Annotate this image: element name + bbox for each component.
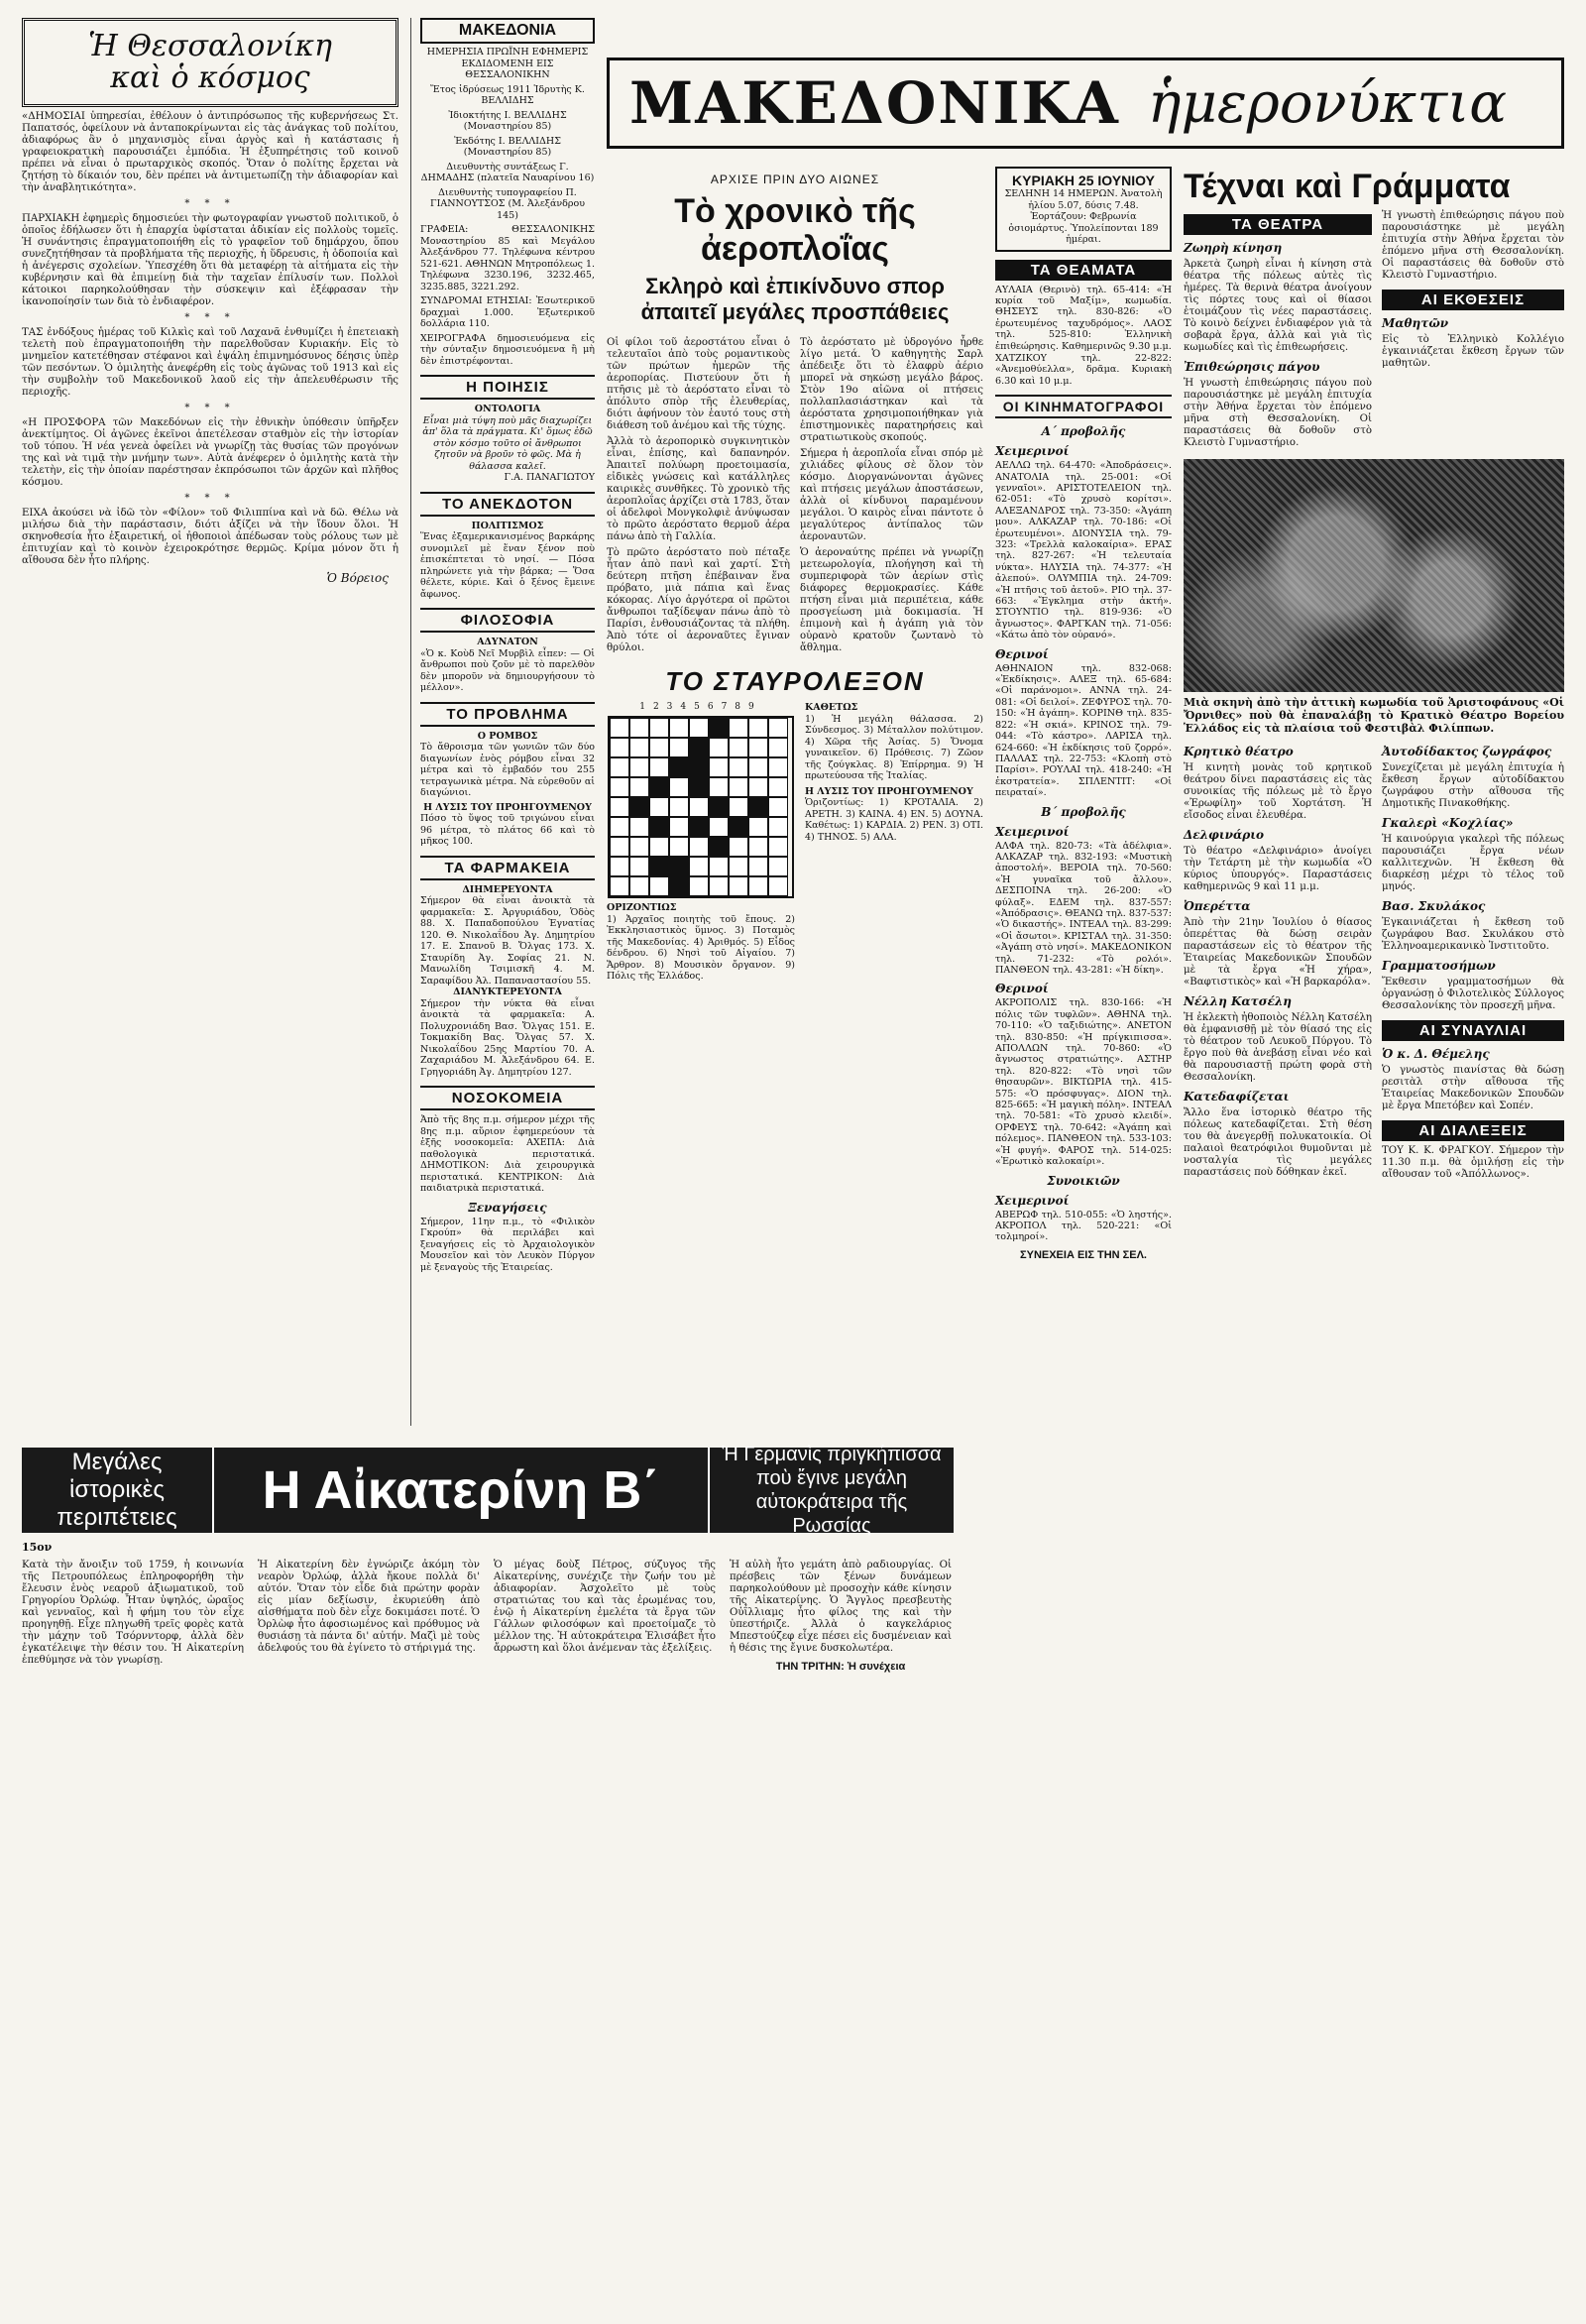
philosophy-title: ΑΔΥΝΑΤΟΝ: [477, 637, 538, 647]
crossword-cell: [729, 718, 748, 738]
crossword-cell: [689, 777, 709, 797]
banner-title: Η Αἰκατερίνη Β΄: [212, 1448, 710, 1533]
pharmacy-sub-day: ΔΙΗΜΕΡΕΥΟΝΤΑ: [462, 883, 553, 895]
philosophy-text: «Ὁ κ. Κοὺδ Νεῖ Μυρβὶλ εἶπεν: — Οἱ ἄνθρωποι ποὺ ζοῦν μὲ τὸ παρελθὸν δὲν μποροῦν νὰ δημιουργήσουν τὸ μέλλον».: [420, 647, 595, 693]
arts-col-3: [1184, 739, 1372, 1185]
anecdote-heading: ΤΟ ΑΝΕΚΔΟΤΟΝ: [420, 492, 595, 517]
problem-text: Τὸ ἄθροισμα τῶν γωνιῶν τῶν δύο διαγωνίων ἑνὸς ρόμβου εἶναι 32 μέτρα καὶ τὸ ἐμβαδόν του 255 τετραγωνικὰ μέτρα. Νὰ εὑρεθοῦν αἱ διαγώνιοι.: [420, 742, 595, 798]
crossword-cell: [729, 817, 748, 837]
poem-title: ΟΝΤΟΛΟΓΙΑ: [474, 404, 541, 414]
crossword-cell: [768, 718, 788, 738]
crossword-cell: [610, 797, 629, 817]
crossword-cell: [689, 837, 709, 857]
publisher-line: Ἐκδότης Ι. ΒΕΛΛΙΔΗΣ (Μοναστηρίου 85): [454, 135, 561, 158]
crossword-cell: [768, 797, 788, 817]
theatres-heading: ΤΑ ΘΕΑΜΑΤΑ: [995, 260, 1172, 281]
visitor-text: Σήμερον, 11ην π.μ., τὸ «Φιλικὸν Γκρούπ» θὰ περιλάβει καὶ ξεναγήσεις εἰς τὸ Ἀρχαιολογικὸν Μουσεῖον καὶ τὸν Λευκὸν Πύργον μὲ ξεναγοὺς τῆς Ἑταιρείας.: [420, 1216, 595, 1273]
article-col-2: [800, 333, 983, 658]
arts-sub-2: Ἐπιθεώρησις πάγου: [1184, 360, 1320, 374]
exhibitions-heading: ΑΙ ΕΚΘΕΣΕΙΣ: [1382, 290, 1564, 310]
crossword-cell: [669, 817, 689, 837]
crossword-cell: [709, 837, 729, 857]
crossword-cell: [669, 738, 689, 757]
winter-heading-2: Χειμερινοί: [995, 824, 1070, 839]
crossword-cell: [689, 738, 709, 757]
left-para-1: «ΔΗΜΟΣΙΑΙ ὑπηρεσίαι, ἐθέλουν ὁ ἀντιπρόσωπος τῆς κυβερνήσεως Στ. Παπατσός, ὀφείλουν νὰ ἀνταποκρίνωνται εἰς τὰς ἀνάγκας τοῦ πολίτου, ἀδιαφόρως ἂν ὁ μηχανισμὸς εἶναι ἀργὸς καὶ ἡ κατάστασις ἡ γραφειοκρατικὴ παρουσιάζει ἐμπόδια. Ἡ ἐξυπηρέτησις τοῦ κοινοῦ πρέπει νὰ εἶναι ὁ πρωταρχικὸς σκοπός. Ὅταν ὁ πολίτης ἔρχεται νὰ ζητήσῃ τὸ δίκαιόν του, δὲν πρέπει νὰ ἀντιμετωπίζῃ τὴν ἀδιαφορίαν καὶ τὴν ἀναβλητικότητα».: [22, 111, 398, 193]
crossword-cell: [729, 837, 748, 857]
stamps-text: Ἔκθεσιν γραμματοσήμων θὰ ὀργανώσῃ ὁ Φιλοτελικὸς Σύλλογος Θεσσαλονίκης τὸν προσεχῆ μῆνα.: [1382, 977, 1564, 1011]
crossword-cell: [629, 876, 649, 896]
first-run-heading: Α΄ προβολῆς: [1041, 424, 1126, 439]
founded-line: Ἔτος ἱδρύσεως 1911 Ἱδρυτὴς Κ. ΒΕΛΛΙΔΗΣ: [430, 83, 585, 106]
serial-para-4: Ἡ αὐλὴ ἦτο γεμάτη ἀπὸ ραδιουργίας. Οἱ πρέσβεις τῶν ξένων δυνάμεων παρηκολούθουν μὲ προσοχὴν κάθε κίνησιν τῆς Αἰκατερίνης. Ὁ Ἄγγλος πρεσβευτὴς Οὐΐλλιαμς ἦτο φίλος της καὶ τὴν ὑπεστήριζε. Ἀλλὰ ὁ καγκελάριος Μπεστούζεφ εἶχε πέσει εἰς δυσμένειαν καὶ ἡ θέσις της ἔγινε δυσκολωτέρα.: [730, 1560, 952, 1654]
serial-episode: 15ον: [22, 1541, 53, 1554]
crossword-cell: [610, 718, 629, 738]
crossword-cell: [669, 797, 689, 817]
crossword-cell: [768, 738, 788, 757]
crossword-cell: [729, 876, 748, 896]
arts-top-row: [1184, 206, 1564, 453]
winter-heading-1: Χειμερινοί: [995, 444, 1070, 459]
exhibit-sub-1: Ἀυτοδίδακτος ζωγράφος: [1382, 745, 1552, 758]
arts-col-2: [1382, 206, 1564, 453]
offices-line: ΓΡΑΦΕΙΑ: ΘΕΣΣΑΛΟΝΙΚΗΣ Μοναστηρίου 85 καὶ Μεγάλου Ἀλεξάνδρου 77. Τηλέφωνα κέντρου 521-621. ΑΘΗΝΩΝ Μητροπόλεως 1. Τηλέφωνα 3230.196, 3232.465, 3235.885, 3221.292.: [420, 224, 596, 292]
article-para-4: Τὸ ἀερόστατο μὲ ὑδρογόνο ἦρθε λίγο μετά. Ὁ καθηγητὴς Σαρλ ἀπέδειξε ὅτι τὸ ἐλαφρὺ ἀέριο μπορεῖ νὰ σηκώσῃ μεγάλο βάρος. Στὸν 19ο αἰῶνα οἱ πτήσεις πολλαπλασιάστηκαν καὶ τὰ ἀερόστατα χρησιμοποιήθηκαν γιὰ ἐπιστημονικὲς παρατηρήσεις καὶ στρατιωτικοὺς σκοπούς.: [800, 337, 983, 443]
poetry-heading: Η ΠΟΙΗΣΙΣ: [420, 375, 595, 400]
crossword-cell: [709, 817, 729, 837]
column-rule: [410, 18, 411, 1426]
crossword-cell: [689, 757, 709, 777]
poem-text: Εἶναι μιὰ τύψη ποὺ μᾶς διαχωρίζει ἀπ' ὅλα τὰ πράγματα. Κι' ὅμως ἐδῶ στὸν κόσμο τοῦτο οἱ ἄνθρωποι ζητοῦν νὰ βροῦν τὸ φῶς. Μὰ ἡ θάλασσα καλεῖ.: [422, 414, 593, 472]
crossword-cell: [689, 718, 709, 738]
arts-text-6: Ἀπὸ τὴν 21ην Ἰουλίου ὁ θίασος ὀπερέττας θὰ δώσῃ σειρὰν παραστάσεων εἰς τὸ θέατρον τῆς Ἑταιρείας Μακεδονικῶν Σπουδῶν μὲ τὰ ἔργα «Ἡ χήρα», «Βαφτιστικὸς» καὶ «Ἡ βαρκαρόλα».: [1184, 917, 1372, 988]
crossword-cell: [709, 876, 729, 896]
masthead-title: ΜΑΚΕΔΟΝΙΚΑ: [629, 69, 1120, 137]
summer-heading-1: Θερινοί: [995, 646, 1049, 661]
crossword-column-numbers: 123456789: [639, 702, 762, 712]
theatre-column: [995, 167, 1172, 1261]
anecdote-text: Ἕνας ἐξαμερικανισμένος βαρκάρης συνομιλεῖ μὲ ἕναν ξένον ποὺ ἐπισκέπτεται τὸ νησί. — Πόσα πληρώνετε γιὰ τὴν βάρκα; — Ὅσα θέλετε, κύριε. Καὶ ὁ ξένος ἔμεινε ἄφωνος.: [420, 531, 595, 600]
crossword-section: [607, 668, 983, 983]
serial-para-2: Ἡ Αἰκατερίνη δὲν ἐγνώριζε ἀκόμη τὸν νεαρὸν Ὀρλώφ, ἀλλὰ ἤκουε πολλὰ δι' αὐτόν. Ὅταν τὸν εἶδε διὰ πρώτην φορὰν εἰς μίαν δεξίωσιν, ἐκυριεύθη ἀπὸ αἰσθήματα ποὺ δὲν εἶχε δοκιμάσει ποτέ. Ὁ Ὀρλὼφ ἦτο ἀφοσιωμένος καὶ πρόθυμος νὰ θυσιάσῃ τὰ πάντα δι' αὐτήν. Μαζὶ μὲ τοὺς ἀδελφούς του θὰ ἐγίνετο τὸ στήριγμά της.: [258, 1560, 480, 1654]
crossword-cell: [610, 757, 629, 777]
poem-author: Γ.Α. ΠΑΝΑΓΙΩΤΟΥ: [504, 472, 595, 483]
arts-text-1b: Ἡ γνωστὴ ἐπιθεώρησις πάγου ποὺ παρουσιάστηκε μὲ μεγάλη ἐπιτυχία στὴν Ἀθήνα ἔρχεται τὸν ἑπόμενο μῆνα στὴ Θεσσαλονίκη. Οἱ παραστάσεις θὰ δοθοῦν στὸ Κλειστὸ Γυμναστήριο.: [1382, 210, 1564, 281]
crossword-cell: [709, 738, 729, 757]
date-box: [995, 167, 1172, 252]
hospital-text: Ἀπὸ τῆς 8ης π.μ. σήμερον μέχρι τῆς 8ης π.μ. αὔριον ἐφημερεύουν τὰ ἑξῆς νοσοκομεῖα: ΑΧΕΠΑ: Διὰ παθολογικὰ περιστατικά. ΔΗΜΟΤΙΚΟΝ: Διὰ χειρουργικὰ περιστατικά. ΚΕΝΤΡΙΚΟΝ: Διὰ παιδιατρικὰ περιστατικά.: [420, 1114, 595, 1194]
banner-left-text: Μεγάλες ἱστορικὲς περιπέτειες: [57, 1449, 177, 1531]
crossword-cell: [610, 857, 629, 876]
crossword-cell: [610, 817, 629, 837]
summer-heading-2: Θερινοί: [995, 982, 1049, 996]
crossword-cell: [669, 876, 689, 896]
crossword-cell: [729, 777, 748, 797]
continued-note: ΣΥΝΕΧΕΙΑ ΕΙΣ ΤΗΝ ΣΕΛ.: [1020, 1248, 1147, 1261]
crossword-cell: [709, 797, 729, 817]
article-col-1: [607, 333, 790, 658]
concerts-text: Ὁ γνωστὸς πιανίστας θὰ δώσῃ ρεσιτὰλ στὴν αἴθουσα τῆς Ἑταιρείας Μακεδονικῶν Σπουδῶν μὲ ἔργα Μπετόβεν καὶ Σοπέν.: [1382, 1065, 1564, 1111]
crossword-cell: [689, 876, 709, 896]
crossword-cell: [610, 777, 629, 797]
left-column: [22, 18, 398, 589]
date-info: ΣΕΛΗΝΗ 14 ΗΜΕΡΩΝ. Ἀνατολὴ ἡλίου 5.07, δύσις 7.48. Ἑορτάζουν: Φεβρωνία ὁσιομάρτυς. Ὑπολείπονται 189 ἡμέραι.: [1004, 188, 1163, 245]
crossword-cell: [629, 857, 649, 876]
serial-story: [22, 1541, 954, 1673]
arts-column: [1184, 167, 1564, 1185]
crossword-cell: [649, 817, 669, 837]
cinema-list-3: ΑΛΦΑ τηλ. 820-73: «Τὰ ἀδέλφια». ΑΛΚΑΖΑΡ τηλ. 832-193: «Μυστικὴ ἀποστολή». ΒΕΡΟΙΑ τηλ. 70-560: «Ἡ γυναῖκα τοῦ ἄλλου». ΔΕΣΠΟΙΝΑ τηλ. 26-200: «Ὁ φύλαξ». ΕΔΕΜ τηλ. 837-557: «Ἀπόδρασις». ΘΕΑΝΩ τηλ. 837-537: «Ὁ δικαστής». ΙΝΤΕΑΛ τηλ. 83-299: «Οἱ ἄσωτοι». ΚΡΙΣΤΑΛ τηλ. 31-350: «Ἀγάπη στὸ νησί». ΜΑΚΕΔΟΝΙΚΟΝ τηλ. 71-232: «Τὸ ρολόι». ΠΑΝΘΕΟΝ τηλ. 43-281: «Ἡ δίκη».: [995, 840, 1172, 976]
crossword-cell: [709, 857, 729, 876]
lectures-heading: ΑΙ ΔΙΑΛΕΞΕΙΣ: [1382, 1120, 1564, 1141]
across-heading: ΟΡΙΖΟΝΤΙΩΣ: [607, 902, 677, 913]
crossword-cell: [649, 777, 669, 797]
article-para-2: Ἀλλὰ τὸ ἀεροπορικὸ συγκινητικὸν εἶναι, ἐπίσης, καὶ δαπανηρόν. Ἀπαιτεῖ πολύωρη προετοιμασία, εἰδικὲς γνώσεις καὶ κατάλληλες καιρικὲς συνθῆκες. Τὸ χρονικὸ τῆς ἀεροπλοΐας ἀρχίζει στὰ 1783, ὅταν οἱ ἀδελφοὶ Μονγκολφιὲ ἀνύψωσαν τὸ πρῶτο ἀερόστατο θερμοῦ ἀέρα πάνω ἀπὸ τὴ Γαλλία.: [607, 436, 790, 542]
crossword-cell: [629, 817, 649, 837]
theatres-list: ΑΥΛΑΙΑ (Θερινὸ) τηλ. 65-414: «Ἡ κυρία τοῦ Μαξίμ», κωμωδία. ΘΗΣΕΥΣ τηλ. 830-826: «Ὁ ἐρωτευμένος ταχυδρόμος». ΛΑΟΣ τηλ. 525-810: Ἑλληνικὴ ἐπιθεώρησις. Καθημερινῶς 9.30 μ.μ.: [995, 284, 1172, 352]
pharmacy-list-night: Σήμερον τὴν νύκτα θὰ εἶναι ἀνοικτὰ τὰ φαρμακεῖα: Α. Πολυχρονιάδη Βασ. Ὄλγας 151. Ε. Τοκμακίδη Βας. Ὄλγας 57. Χ. Νικολαΐδου 25ης Μαρτίου 70. Α. Ζαχαριάδου Μ. Ἀλεξάνδρου 64. Ε. Γρηγοριάδη Ἀγ. Δημητρίου 127.: [420, 997, 595, 1078]
crossword-cell: [709, 777, 729, 797]
arts-col-4: [1382, 739, 1564, 1185]
crossword-cell: [709, 718, 729, 738]
left-para-2: ΠΑΡΧΙΑΚΗ ἐφημερὶς δημοσιεύει τὴν φωτογραφίαν γνωστοῦ πολιτικοῦ, ὁ ὁποῖος ἐδήλωσεν ὅτι ἡ ἐπαρχία ὑφίσταται ἀδικίαν εἰς πολλοὺς τομεῖς. Ἡ συνάντησις ἐπραγματοποιήθη εἰς τὸ γραφεῖον τοῦ δημάρχου, ὅπου συνεζητήθησαν τὰ προβλήματα τῆς περιοχῆς, ἡ ὕδρευσις, ἡ ὁδοποιία καὶ ἡ ἀνέγερσις σχολείων. Ὑπεσχέθη ὅτι θὰ μεταφέρῃ τὰ αἰτήματα εἰς τὴν κυβέρνησιν καὶ θὰ ἐπιμείνῃ διὰ τὴν ταχεῖαν ἐπίλυσίν των. Πολλοὶ κάτοικοι παρηκολούθησαν τὴν σύσκεψιν καὶ ἐξέφρασαν τὴν ἱκανοποίησίν των διὰ τὸ ἐνδιαφέρον.: [22, 213, 398, 307]
arts-sub-5: Δελφινάριο: [1184, 828, 1265, 842]
crossword-cell: [629, 738, 649, 757]
crossword-cell: [689, 857, 709, 876]
prev-solution-text: Ὁριζοντίως: 1) ΚΡΟΤΑΛΙΑ. 2) ΑΡΕΤΗ. 3) ΚΑΙΝΑ. 4) ΕΝ. 5) ΔΟΥΝΑ. Καθέτως: 1) ΚΑΡΔΙΑ. 2) ΡΕΝ. 3) ΟΤΙ. 4) ΤΗΝΟΣ. 5) ΑΛΑ.: [805, 797, 983, 843]
crossword-grid: [608, 716, 794, 898]
mini-masthead: ΜΑΚΕΔΟΝΙΑ: [420, 18, 595, 44]
down-heading: ΚΑΘΕΤΩΣ: [805, 702, 858, 713]
article-para-5: Σήμερα ἡ ἀεροπλοΐα εἶναι σπόρ μὲ χιλιάδες φίλους σὲ ὅλον τὸν κόσμο. Διοργανώνονται ἀγῶνες καὶ πτήσεις μεγάλων ἀποστάσεων, ἀλλὰ οἱ κίνδυνοι παραμένουν μεγάλοι. Ὁ καιρὸς εἶναι πάντοτε ὁ μεγαλύτερος ἀντίπαλος τῶν ἀεροναυτῶν.: [800, 448, 983, 542]
crossword-cell: [748, 718, 768, 738]
crossword-cell: [669, 757, 689, 777]
main-article: [607, 167, 983, 983]
crossword-cell: [629, 837, 649, 857]
crossword-cell: [748, 857, 768, 876]
crossword-cell: [768, 777, 788, 797]
column-title-box: [22, 18, 398, 107]
crossword-cell: [729, 797, 748, 817]
crossword-cell: [729, 738, 748, 757]
arts-col-1: [1184, 206, 1372, 453]
philosophy-heading: ΦΙΛΟΣΟΦΙΑ: [420, 608, 595, 633]
concerts-heading: ΑΙ ΣΥΝΑΥΛΙΑΙ: [1382, 1020, 1564, 1041]
article-subhead: Σκληρὸ καὶ ἐπικίνδυνο σπορ ἀπαιτεῖ μεγάλες προσπάθειες: [640, 274, 950, 324]
crossword-cell: [768, 876, 788, 896]
serial-col-4: [730, 1556, 952, 1673]
masthead-subtitle: ἡμερονύκτια: [1147, 70, 1508, 136]
second-run-heading: Β΄ προβολῆς: [1041, 804, 1126, 819]
winter-heading-3: Χειμερινοί: [995, 1193, 1070, 1208]
arts-text-7: Ἡ ἐκλεκτὴ ἠθοποιὸς Νέλλη Κατσέλη θὰ ἐμφανισθῇ μὲ τὸν θίασό της εἰς τὸ θέατρον τοῦ Λευκοῦ Πύργου. Τὸ ἔργο ποὺ θὰ ἀνεβάσῃ εἶναι νέο καὶ θὰ παρουσιαστῇ πρώτη φορὰ στὴ Θεσσαλονίκη.: [1184, 1012, 1372, 1083]
subscription-line: ΣΥΝΔΡΟΜΑΙ ΕΤΗΣΙΑΙ: Ἐσωτερικοῦ δραχμαὶ 1.000. Ἐξωτερικοῦ δολλάρια 110.: [420, 295, 595, 329]
crossword-right: [805, 702, 983, 983]
down-clues: 1) Ἡ μεγάλη θάλασσα. 2) Σύνδεσμος. 3) Μέταλλον πολύτιμον. 4) Χῶρα τῆς Ἀσίας. 5) Ὄνομα γυναικεῖον. 6) Πρόθεσις. 7) Ζῶον τῆς ζούγκλας. 8) Ἐπίρρημα. 9) Ἡ πρωτεύουσα τῆς Ἰταλίας.: [805, 713, 983, 781]
crossword-cell: [669, 718, 689, 738]
crossword-cell: [729, 757, 748, 777]
visitor-heading: Ξεναγήσεις: [468, 1200, 547, 1215]
crossword-cell: [689, 797, 709, 817]
exhibit-text-1: Συνεχίζεται μὲ μεγάλη ἐπιτυχία ἡ ἔκθεση ἔργων αὐτοδίδακτου ζωγράφου στὴν αἴθουσα τῆς Δημοτικῆς Πινακοθήκης.: [1382, 762, 1564, 809]
solution-heading: Η ΛΥΣΙΣ ΤΟΥ ΠΡΟΗΓΟΥΜΕΝΟΥ: [423, 801, 592, 813]
lectures-text: ΤΟΥ Κ. Κ. ΦΡΑΓΚΟΥ. Σήμερον τὴν 11.30 π.μ. θὰ ὁμιλήσῃ εἰς τὴν αἴθουσαν τοῦ «Ἀπόλλωνος».: [1382, 1145, 1564, 1180]
pharmacy-heading: ΤΑ ΦΑΡΜΑΚΕΙΑ: [420, 856, 595, 880]
banner-right-text: Ἡ Γερμανὶς πριγκήπισσα ποὺ ἔγινε μεγάλη αὐτοκράτειρα τῆς Ρωσσίας: [722, 1444, 942, 1537]
crossword-cell: [748, 876, 768, 896]
crossword-left: [607, 702, 795, 983]
concerts-sub: Ὁ κ. Δ. Θέμελης: [1382, 1047, 1490, 1061]
article-para-1: Οἱ φίλοι τοῦ ἀεροστάτου εἶναι ὁ τελευταῖοι ἀπὸ τοὺς ρομαντικοὺς τῶν πρώτων ἡμερῶν τῆς ἀεροπορίας. Πιστεύουν ὅτι ἡ πτῆσις μὲ τὸ ἀερόστατο εἶναι τὸ ἀπόλυτο σπὸρ τῆς ἐλευθερίας, διότι ἀφήνουν τὸν ἑαυτό τους στὴ διάθεση τοῦ ἀνέμου καὶ τῆς τύχης.: [607, 337, 790, 431]
article-kicker: ΑΡΧΙΣΕ ΠΡΙΝ ΔΥΟ ΑΙΩΝΕΣ: [710, 173, 880, 186]
article-headline: Τὸ χρονικὸ τῆς ἀεροπλοΐας: [674, 192, 916, 268]
cinema-list-1: ΑΕΛΛΩ τηλ. 64-470: «Ἀποδράσεις». ΑΝΑΤΟΛΙΑ τηλ. 25-001: «Οἱ γενναῖοι». ΑΡΙΣΤΟΤΕΛΕΙΟΝ τηλ. 62-051: «Τὸ χρυσὸ κορίτσι». ΑΛΕΞΑΝΔΡΟΣ τηλ. 73-350: «Ἀγάπη μου». ΑΛΚΑΖΑΡ τηλ. 70-186: «Οἱ ἐρωτευμένοι». ΔΙΟΝΥΣΙΑ τηλ. 79-323: «Τρελλὰ καλοκαίρια». ΕΡΑΣ τηλ. 827-267: «Ἡ τελευταία νύκτα». ΗΛΥΣΙΑ τηλ. 74-377: «Ἡ ἀλεπού». ΟΛΥΜΠΙΑ τηλ. 24-709: «Ἡ πτῆσις τοῦ ἀετοῦ». ΡΙΟ τηλ. 37-663: «Ἔγκλημα στὴν ἀκτή». ΣΤΟΥΝΤΙΟ τηλ. 819-936: «Ὁ ἄγνωστος». ΦΑΡΓΚΑΝ τηλ. 71-056: «Κάτω ἀπὸ τὸν οὐρανό».: [995, 460, 1172, 641]
crossword-cell: [729, 857, 748, 876]
exhibit-sub-2: Γκαλερὶ «Κοχλίας»: [1382, 816, 1514, 830]
across-clues: 1) Ἀρχαῖος ποιητὴς τοῦ ἔπους. 2) Ἐκκλησιαστικὸς ὕμνος. 3) Ποταμὸς τῆς Μακεδονίας. 4) Ἀριθμός. 5) Εἶδος δένδρου. 6) Νησὶ τοῦ Αἰγαίου. 7) Ἄρθρον. 8) Μουσικὸν ὄργανον. 9) Πόλις τῆς Ἑλλάδος.: [607, 913, 795, 982]
crossword-cell: [629, 757, 649, 777]
exhibit-text-students: Εἰς τὸ Ἑλληνικὸ Κολλέγιο ἐγκαινιάζεται ἔκθεση ἔργων τῶν μαθητῶν.: [1382, 334, 1564, 369]
crossword-cell: [689, 817, 709, 837]
director-line: Διευθυντὴς συντάξεως Γ. ΔΗΜΑΔΗΣ (πλατεῖα Ναυαρίνου 16): [420, 161, 595, 183]
hospital-heading: ΝΟΣΟΚΟΜΕΙΑ: [420, 1086, 595, 1110]
serial-para-1: Κατὰ τὴν ἄνοιξιν τοῦ 1759, ἡ κοινωνία τῆς Πετρουπόλεως ἐπληροφορήθη τὴν ἔλευσιν ἑνὸς νεαροῦ ἀξιωματικοῦ, τοῦ Γρηγορίου Ὀρλώφ. Ἦταν ὑψηλός, ὡραῖος καὶ γενναῖος, καὶ ἡ φήμη του τὸν εἶχε προηγηθῇ. Εἶχε πληγωθῆ τρεῖς φορὲς κατὰ τὴν μάχην τοῦ Τσόρνντορφ, ἀλλὰ δὲν ἐγκατέλειψε τὴν θέσιν του. Ἡ Αἰκατερίνη ἐπεθύμησε νὰ τὸν γνωρίσῃ.: [22, 1560, 244, 1666]
serial-continued: ΤΗΝ ΤΡΙΤΗΝ: Ἡ συνέχεια: [775, 1661, 906, 1673]
crossword-cell: [610, 738, 629, 757]
date-heading: ΚΥΡΙΑΚΗ 25 ΙΟΥΝΙΟΥ: [1012, 173, 1155, 188]
crossword-cell: [649, 857, 669, 876]
crossword-cell: [669, 777, 689, 797]
arts-sub-1: Ζωηρὴ κίνηση: [1184, 241, 1283, 255]
crossword-cell: [649, 797, 669, 817]
exhibit-sub-students: Μαθητῶν: [1382, 316, 1449, 330]
crossword-cell: [768, 757, 788, 777]
article-columns: [607, 333, 983, 658]
crossword-body: [607, 702, 983, 983]
crossword-cell: [629, 797, 649, 817]
column-signature: Ὁ Βόρειος: [326, 571, 389, 585]
column-title-line2: καὶ ὁ κόσμος: [110, 60, 310, 95]
serial-para-3: Ὁ μέγας δοὺξ Πέτρος, σύζυγος τῆς Αἰκατερίνης, συνέχιζε τὴν ζωήν του μὲ ἀδιαφορίαν. Ἀσχολεῖτο μὲ τοὺς στρατιώτας του καὶ τὰς ἐρωμένας του, ἐνῷ ἡ Αἰκατερίνη ἐμελέτα τὰ ἔργα τῶν Γάλλων φιλοσόφων καὶ προετοίμαζε τὸ μέλλον της. Ἡ αὐτοκράτειρα Ἐλισάβετ ἦτο ἄρρωστη καὶ ὅλοι ἀνέμεναν τὰς ἐξελίξεις.: [494, 1560, 716, 1654]
exhibit-text-3: Ἐγκαινιάζεται ἡ ἔκθεση τοῦ ζωγράφου Βασ. Σκυλάκου στὸ Ἑλληνοαμερικανικὸ Ἰνστιτοῦτο.: [1382, 917, 1564, 952]
crossword-cell: [748, 738, 768, 757]
crossword-cell: [610, 876, 629, 896]
crossword-cell: [629, 777, 649, 797]
crossword-cell: [768, 817, 788, 837]
separator-stars: * * *: [184, 198, 236, 209]
stamps-sub: Γραμματοσήμων: [1382, 959, 1496, 973]
arts-theatre-heading: ΤΑ ΘΕΑΤΡΑ: [1184, 214, 1372, 235]
arts-sub-4: Κρητικὸ θέατρο: [1184, 745, 1294, 758]
arts-text-8: Ἄλλο ἕνα ἱστορικὸ θέατρο τῆς πόλεως κατεδαφίζεται. Στὴ θέση του θὰ ἀνεγερθῇ πολυκατοικία. Οἱ παλαιοὶ θεατρόφιλοι θυμοῦνται μὲ νοσταλγία τὶς μεγάλες παραστάσεις ποὺ δόθηκαν ἐκεῖ.: [1184, 1107, 1372, 1178]
cinema-list-2: ΑΘΗΝΑΙΟΝ τηλ. 832-068: «Ἐκδίκησις». ΑΛΕΞ τηλ. 65-684: «Οἱ παράνομοι». ΑΝΝΑ τηλ. 24-081: «Οἱ δειλοί». ΖΕΦΥΡΟΣ τηλ. 70-150: «Ἡ ἀγάπη». ΚΟΡΙΝΘ τηλ. 835-822: «Ἡ σκιά». ΚΡΙΝΟΣ τηλ. 79-044: «Τὸ κάστρο». ΛΑΡΙΣΑ τηλ. 624-660: «Ἡ ἐκδίκησις τοῦ ζορρό». ΠΑΛΛΑΣ τηλ. 22-753: «Κλοπὴ στὸ Παρίσι». ΡΟΥΛΑΙ τηλ. 418-240: «Ἡ ἐκστρατεία». ΣΠΛΕΝΤΙΤ: «Οἱ πειραταί».: [995, 662, 1172, 799]
crossword-cell: [748, 837, 768, 857]
crossword-title: ΤΟ ΣΤΑΥΡΟΛΕΞΟΝ: [665, 666, 925, 696]
cinema-list-4: ΑΚΡΟΠΟΛΙΣ τηλ. 830-166: «Ἡ πόλις τῶν τυφλῶν». ΑΘΗΝΑ τηλ. 70-110: «Ὁ ταξιδιώτης». ΑΝΕΤΟΝ τηλ. 830-850: «Ἡ πρίγκιπισσα». ΑΠΟΛΛΩΝ τηλ. 70-860: «Ὁ ἄγνωστος στρατιώτης». ΑΣΤΗΡ τηλ. 820-822: «Τὸ νησὶ τῶν θησαυρῶν». ΒΙΚΤΩΡΙΑ τηλ. 415-575: «Ὁ πρόσφυγας». ΔΙΟΝ τηλ. 825-665: «Ἡ μαγικὴ πόλη». ΙΝΤΕΑΛ τηλ. 70-581: «Τὸ χρυσὸ κλειδί». ΟΡΦΕΥΣ τηλ. 70-642: «Ἀγάπη καὶ πόλεμος». ΠΑΝΘΕΟΝ τηλ. 533-103: «Ἡ φυγή». ΦΑΡΟΣ τηλ. 514-025: «Ἐρωτικὸ καλοκαίρι».: [995, 997, 1172, 1168]
theatre-photo: [1184, 459, 1564, 692]
problem-heading: ΤΟ ΠΡΟΒΛΗΜΑ: [420, 702, 595, 727]
arts-text-5: Τὸ θέατρο «Δελφινάριο» ἀνοίγει τὴν Τετάρτη μὲ τὴν κωμωδία «Ὁ κύριος ὑπουργός». Παραστάσεις καθημερινῶς 9 καὶ 11 μ.μ.: [1184, 846, 1372, 892]
anecdote-title: ΠΟΛΙΤΙΣΜΟΣ: [471, 520, 544, 531]
exhibit-text-2: Ἡ καινούργια γκαλερὶ τῆς πόλεως παρουσιάζει ἔργα νέων καλλιτεχνῶν. Ἡ ἔκθεση θὰ διαρκέσῃ μέχρι τὸ τέλος τοῦ μηνός.: [1382, 834, 1564, 892]
crossword-cell: [669, 837, 689, 857]
crossword-cell: [669, 857, 689, 876]
serial-columns: [22, 1556, 954, 1673]
newspaper-page: [22, 18, 1564, 2298]
manuscripts-line: ΧΕΙΡΟΓΡΑΦΑ δημοσιευόμενα εἰς τὴν σύνταξιν δημοσιευόμενα ἢ μὴ δὲν ἐπιστρέφονται.: [420, 332, 595, 367]
exhibit-sub-3: Βασ. Σκυλάκος: [1382, 899, 1486, 913]
crossword-cell: [748, 757, 768, 777]
arts-sub-8: Κατεδαφίζεται: [1184, 1090, 1290, 1104]
crossword-cell: [748, 777, 768, 797]
solution-text: Πόσο τὸ ὕψος τοῦ τριγώνου εἶναι 96 μέτρα, τὸ πλάτος 66 καὶ τὸ μῆκος 100.: [420, 813, 595, 847]
separator-stars: * * *: [184, 493, 236, 504]
crossword-cell: [748, 797, 768, 817]
paper-subtitle: ΗΜΕΡΗΣΙΑ ΠΡΩΪΝΗ ΕΦΗΜΕΡΙΣ ΕΚΔΙΔΟΜΕΝΗ ΕΙΣ ΘΕΣΣΑΛΟΝΙΚΗΝ: [426, 47, 589, 80]
owner-line: Ἰδιοκτήτης Ι. ΒΕΛΛΙΔΗΣ (Μοναστηρίου 85): [448, 109, 567, 132]
crossword-cell: [649, 757, 669, 777]
section-masthead: [607, 58, 1564, 149]
crossword-cell: [768, 837, 788, 857]
arts-text-1: Ἀρκετὰ ζωηρὴ εἶναι ἡ κίνηση στὰ θέατρα τῆς πόλεως αὐτὲς τὶς ἡμέρες. Τὰ θερινὰ θέατρα ἀνοίγουν τὶς πόρτες τους καὶ οἱ θίασοι ἑτοιμάζουν τὶς νέες παραστάσεις. Τὸ κοινὸ δείχνει ἐνδιαφέρον γιὰ τὰ σοβαρὰ ἔργα, ἀλλὰ καὶ γιὰ τὶς κωμωδίες καὶ τὶς ἐπιθεωρήσεις.: [1184, 259, 1372, 353]
pharmacy-list-day: Σήμερον θὰ εἶναι ἀνοικτὰ τὰ φαρμακεῖα: Σ. Ἀργυριάδου, Ὁδὸς 88. Χ. Παπαδοπούλου Ἐγνατίας 120. Θ. Νικολαΐδου Ἀγ. Δημητρίου 17. Ε. Σπανοῦ Β. Ὄλγας 173. Χ. Σταυρίδη Ἀγ. Σοφίας 21. Ν. Μανωλίδη Τσιμισκῆ 4. Μ. Σαραφίδου Ἀλ. Παπαναστασίου 55.: [420, 895, 595, 987]
tours-list: ΧΑΤΖΙΚΟΥ τηλ. 22-822: «Ἀνεμοθύελλα», δρᾶμα. Κυριακὴ 6.30 καὶ 10 μ.μ.: [995, 352, 1172, 387]
arts-text-2: Ἡ γνωστὴ ἐπιθεώρησις πάγου ποὺ παρουσιάστηκε μὲ μεγάλη ἐπιτυχία στὴν Ἀθήνα ἔρχεται τὸν ἑπόμενο μῆνα στὴ Θεσσαλονίκη. Οἱ παραστάσεις θὰ δοθοῦν στὸ Κλειστὸ Γυμναστήριο.: [1184, 378, 1372, 448]
left-para-4: «Η ΠΡΟΣΦΟΡΑ τῶν Μακεδόνων εἰς τὴν ἐθνικὴν ὑπόθεσιν ὑπῆρξεν ἀνεκτίμητος. Οἱ ἀγῶνες ἐκεῖνοι ἀπετέλεσαν σταθμὸν εἰς τὴν ἱστορίαν τοῦ τόπου. Ἡ νέα γενεὰ ὀφείλει νὰ γνωρίζῃ τὰς θυσίας τῶν προγόνων της καὶ νὰ τιμᾷ τὴν μνήμην των». Αὐτὰ ἀνέφερεν ὁ ὁμιλητὴς κατὰ τὴν τελετὴν, εἰς τὴν ὁποίαν παρέστησαν ἐκπρόσωποι τῶν ἀρχῶν καὶ πλῆθος κόσμου.: [22, 417, 398, 488]
crossword-cell: [649, 837, 669, 857]
arts-text-4: Ἡ κινητὴ μονὰς τοῦ κρητικοῦ θεάτρου δίνει παραστάσεις εἰς τὰς συνοικίας τῆς πόλεως μὲ τὸ ἔργο «Ἐρωφίλη» τοῦ Χορτάτση. Ἡ εἴσοδος εἶναι ἐλευθέρα.: [1184, 762, 1372, 821]
printer-line: Διευθυντὴς τυπογραφείου Π. ΓΙΑΝΝΟΥΤΣΟΣ (Μ. Ἀλεξάνδρου 145): [430, 186, 585, 221]
pharmacy-sub-night: ΔΙΑΝΥΚΤΕΡΕΥΟΝΤΑ: [453, 987, 562, 997]
separator-stars: * * *: [184, 312, 236, 323]
crossword-cell: [748, 817, 768, 837]
separator-stars: * * *: [184, 403, 236, 413]
photo-caption: Μιὰ σκηνὴ ἀπὸ τὴν ἀττικὴ κωμωδία τοῦ Ἀριστοφάνους «Οἱ Ὄρνιθες» ποὺ θὰ ἐπαναλάβῃ τὸ Κρατικὸ Θέατρο Βορείου Ἑλλάδος εἰς τὰ πλαίσια τοῦ Φεστιβὰλ Φιλίππων.: [1184, 696, 1564, 735]
arts-sub-6: Ὀπερέττα: [1184, 899, 1251, 913]
crossword-cell: [649, 738, 669, 757]
left-para-3: ΤΑΣ ἐνδόξους ἡμέρας τοῦ Κιλκὶς καὶ τοῦ Λαχανᾶ ἐνθυμίζει ἡ ἐπετειακὴ τελετὴ ποὺ ἐπραγματοποιήθη τὴν παρελθοῦσαν Κυριακήν. Εἰς τὸ μνημεῖον κατετέθησαν στέφανοι καὶ ἐψάλη ἐπιμνημόσυνος δέησις ὑπὲρ τῶν πεσόντων. Ὁ ὁμιλητὴς ἀνεφέρθη εἰς τοὺς ἀγῶνας τοῦ 1913 καὶ εἰς τὴν συμβολὴν τοῦ Μακεδονικοῦ λαοῦ εἰς τὴν ἀπελευθέρωσιν τῆς περιοχῆς.: [22, 327, 398, 398]
crossword-cell: [768, 857, 788, 876]
arts-sub-7: Νέλλη Κατσέλη: [1184, 994, 1293, 1008]
left-para-5: ΕΙΧΑ ἀκούσει νὰ ἰδῶ τὸν «Φίλον» τοῦ Φιλιππίνα καὶ νὰ δῶ. Θέλω νὰ μιλήσω διὰ τὴν παράστασιν, διότι ἀξίζει νὰ τὴν ἴδουν ὅλοι. Ἡ σκηνοθεσία ἦτο ἐξαιρετική, οἱ ἠθοποιοὶ ἀπέδωσαν τοὺς ρόλους των μὲ ἐπιτυχίαν καὶ τὸ κοινὸν ἐχειροκρότησε θερμῶς. Κρίμα μόνον ὅτι ἡ αἴθουσα δὲν ἦτο πλήρης.: [22, 508, 398, 566]
suburban-heading: Συνοικιῶν: [1047, 1173, 1120, 1188]
crossword-cell: [629, 718, 649, 738]
crossword-cell: [649, 876, 669, 896]
prev-solution-heading: Η ΛΥΣΙΣ ΤΟΥ ΠΡΟΗΓΟΥΜΕΝΟΥ: [805, 785, 973, 797]
cinemas-heading: ΟΙ ΚΙΝΗΜΑΤΟΓΡΑΦΟΙ: [995, 395, 1172, 418]
crossword-cell: [709, 757, 729, 777]
arts-title: Τέχναι καὶ Γράμματα: [1184, 168, 1511, 205]
crossword-cell: [649, 718, 669, 738]
problem-title: Ο ΡΟΜΒΟΣ: [477, 730, 538, 742]
arts-bottom-row: [1184, 739, 1564, 1185]
cinema-list-5: ΑΒΕΡΩΦ τηλ. 510-055: «Ὁ ληστής». ΑΚΡΟΠΟΛ τηλ. 520-221: «Οἱ τολμηροί».: [995, 1209, 1172, 1243]
crossword-cell: [610, 837, 629, 857]
info-column: [420, 18, 595, 1273]
article-para-6: Ὁ ἀεροναύτης πρέπει νὰ γνωρίζῃ μετεωρολογία, πλοήγηση καὶ τὴ συμπεριφορὰ τῶν ἀερίων στὶς διάφορες θερμοκρασίες. Κάθε πτήση εἶναι μιὰ περιπέτεια, κάθε προσγείωση μιὰ δοκιμασία. Ἡ ἐπιμονὴ καὶ ἡ ἀγάπη γιὰ τὸν οὐρανὸ κρατοῦν ζωντανὸ τὸ ἄθλημα.: [800, 547, 983, 653]
article-para-3: Τὸ πρῶτο ἀερόστατο ποὺ πέταξε ἦταν ἀπὸ πανὶ καὶ χαρτί. Στὴ δεύτερη πτῆση ἐπέβαιναν ἕνα πρόβατο, μιὰ πάπια καὶ ἕνας κόκορας. Λίγο ἀργότερα οἱ πρῶτοι ἄνθρωποι ταξίδεψαν πάνω ἀπὸ τὸ Παρίσι, ἐνθουσιάζοντας τὰ πλήθη. Ἀπὸ τότε οἱ ἀεροναῦτες ἔγιναν θρύλοι.: [607, 547, 790, 653]
serial-banner: [22, 1444, 954, 1537]
column-title-line1: Ἡ Θεσσαλονίκη: [88, 29, 332, 63]
